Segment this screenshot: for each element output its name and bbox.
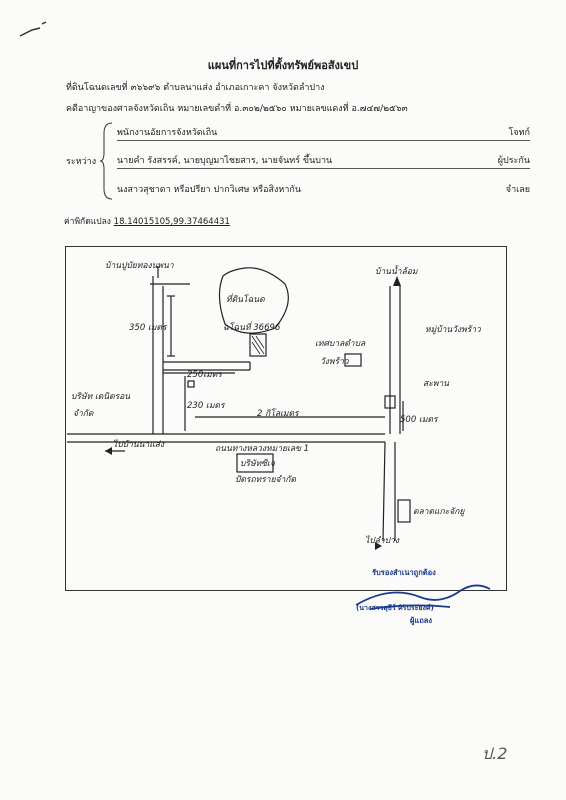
case-red-no: หมายเลขแดงที่ อ.๗๔๗/๒๕๖๓ [289,104,408,114]
map-temple-2: วังพร้าว [320,357,349,367]
map-dist-230: 230 เมตร [187,401,225,411]
map-left-company: บริษัท เดนิตรอน [71,392,131,402]
party-name: นายคำ รังสรรค์, นายบุญมาไชยสาร, นายจันทร์ ขึ้นบาน [117,156,333,166]
right-road-lower-left [383,442,385,541]
signature-block [350,567,520,647]
land-location: ตำบลนาแส่ง อำเภอเกาะคา จังหวัดลำปาง [163,83,325,93]
page-title: แผนที่การไปที่ตั้งทรัพย์พอสังเขป [207,59,359,72]
map-dist-350: 350 เมตร [129,323,167,333]
map-bottom-right: ไปลำปาง [365,536,399,546]
divider [117,140,530,141]
land-line [66,80,325,94]
map-left-road: ไปบ้านนาแส่ง [113,440,165,450]
certify-text: รับรองสำเนาถูกต้อง [372,568,436,577]
signature-name: (นางสาวสุธีร์ ศิริประยงค์) [356,604,434,612]
case-black-no: หมายเลขดำที่ อ.๓๐๒/๒๕๖๐ [177,104,287,114]
coords-value: 18.14015105,99.37464431 [113,217,230,227]
map-dist-500: 500 เมตร [400,415,438,425]
map-deed-label-1: ที่ดินโฉนด [226,295,265,305]
map-bridge: สะพาน [423,379,449,389]
party-name: นงสาวสุชาดา หรือปรียา ปากวิเศษ หรือสิงหากัน [117,185,301,195]
page-mark: ป.2 [482,744,508,763]
small-building [188,381,194,387]
market-building [398,500,410,522]
case-line [66,101,408,115]
arrow-left-head [105,447,112,455]
map-dist-250: 250เมตร [187,370,222,380]
map-left-company-2: จำกัด [73,409,94,419]
between-label: ระหว่าง [66,157,97,167]
map-main-road: ถนนทางหลวงหมายเลข 1 [215,444,310,454]
pen-mark [18,20,58,40]
map-right-label: หมู่บ้านวังพร้าว [425,325,481,335]
map-dist-2km: 2 กิโลเมตร [257,409,299,419]
divider [117,168,530,169]
coords-label: ค่าพิกัดแปลง [64,217,111,227]
hand-drawn-map [65,246,507,591]
map-top-left-label: บ้านปูบัยทองนพนา [105,261,174,271]
map-deed-label-2: ฉโฉนที่ 36696 [223,323,281,333]
party-name: พนักงานอัยการจังหวัดเถิน [117,128,218,138]
map-market: ตลาดแกะจักยู [413,507,465,517]
case-court: คดีอาญาของศาลจังหวัดเถิน [66,104,175,114]
brace [100,121,114,201]
deed-number: ๓๖๖๙๖ [130,83,161,93]
coords-line [64,214,230,228]
party-role: จำเลย [505,185,530,195]
arrow-up-right [393,276,401,286]
map-center-company-2: ปัดรถทรายจำกัด [235,475,296,485]
party-role: โจทก์ [508,128,530,138]
map-temple-1: เทศบาลตำบล [315,339,366,349]
party-role: ผู้ประกัน [497,156,530,166]
signature-role: ผู้แถลง [410,616,433,625]
map-top-right: บ้านน้ำล้อม [375,267,418,277]
land-label: ที่ดินโฉนดเลขที่ [66,83,128,93]
map-center-company-1: บริษัทซีเจ [240,459,275,469]
